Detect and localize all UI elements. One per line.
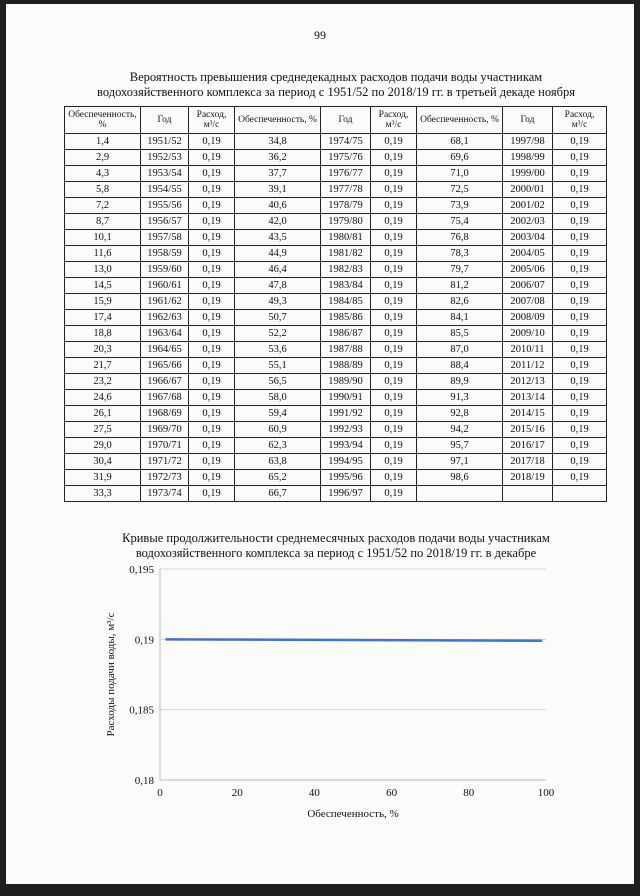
header-year: Год (503, 107, 553, 134)
cell-probability: 23,2 (65, 374, 141, 390)
cell-probability: 10,1 (65, 230, 141, 246)
cell-flow: 0,19 (371, 390, 417, 406)
cell-flow: 0,19 (371, 374, 417, 390)
cell-probability: 27,5 (65, 422, 141, 438)
cell-year: 1965/66 (141, 358, 189, 374)
cell-flow: 0,19 (371, 166, 417, 182)
cell-flow: 0,19 (371, 278, 417, 294)
cell-year: 1984/85 (321, 294, 371, 310)
header-probability: Обеспеченность, % (417, 107, 503, 134)
cell-flow: 0,19 (371, 406, 417, 422)
cell-year: 1957/58 (141, 230, 189, 246)
header-year: Год (141, 107, 189, 134)
x-axis-label: Обеспеченность, % (307, 808, 399, 820)
cell-probability: 73,9 (417, 198, 503, 214)
cell-flow: 0,19 (553, 438, 607, 454)
cell-year: 1980/81 (321, 230, 371, 246)
cell-flow: 0,19 (371, 310, 417, 326)
cell-flow: 0,19 (189, 294, 235, 310)
cell-flow: 0,19 (189, 198, 235, 214)
header-flow-text: Расход, (196, 110, 227, 120)
cell-year: 2000/01 (503, 182, 553, 198)
cell-probability: 2,9 (65, 150, 141, 166)
cell-year: 1976/77 (321, 166, 371, 182)
cell-probability: 53,6 (235, 342, 321, 358)
cell-flow: 0,19 (553, 422, 607, 438)
cell-flow: 0,19 (189, 358, 235, 374)
cell-probability: 37,7 (235, 166, 321, 182)
cell-flow: 0,19 (189, 486, 235, 502)
cell-flow: 0,19 (371, 438, 417, 454)
cell-flow: 0,19 (553, 374, 607, 390)
header-probability: Обеспеченность, % (235, 107, 321, 134)
header-flow-unit: м³/с (385, 120, 402, 130)
cell-year: 2017/18 (503, 454, 553, 470)
cell-flow: 0,19 (553, 182, 607, 198)
cell-year: 2006/07 (503, 278, 553, 294)
header-flow-text: Расход, (564, 110, 595, 120)
cell-probability: 59,4 (235, 406, 321, 422)
cell-year: 1962/63 (141, 310, 189, 326)
x-tick-label: 80 (463, 787, 475, 799)
cell-probability: 30,4 (65, 454, 141, 470)
cell-probability: 44,9 (235, 246, 321, 262)
cell-flow: 0,19 (189, 470, 235, 486)
table-title-line2: водохозяйственного комплекса за период с 1951/52 по 2018/19 гг. в третьей декаде ноября (97, 85, 575, 99)
cell-year: 2016/17 (503, 438, 553, 454)
cell-year: 2011/12 (503, 358, 553, 374)
cell-year: 1990/91 (321, 390, 371, 406)
cell-flow: 0,19 (189, 406, 235, 422)
cell-year: 2015/16 (503, 422, 553, 438)
cell-year: 1959/60 (141, 262, 189, 278)
cell-flow: 0,19 (189, 390, 235, 406)
cell-flow: 0,19 (371, 198, 417, 214)
cell-flow: 0,19 (189, 182, 235, 198)
cell-year: 1963/64 (141, 326, 189, 342)
cell-probability: 34,8 (235, 134, 321, 150)
cell-year: 2010/11 (503, 342, 553, 358)
cell-probability: 42,0 (235, 214, 321, 230)
cell-year: 1966/67 (141, 374, 189, 390)
cell-year: 1969/70 (141, 422, 189, 438)
cell-year: 2018/19 (503, 470, 553, 486)
chart-title-line1: Кривые продолжительности среднемесячных расходов подачи воды участникам (122, 531, 550, 545)
header-flow-unit: м³/с (203, 120, 220, 130)
cell-year: 1955/56 (141, 198, 189, 214)
cell-flow: 0,19 (189, 342, 235, 358)
cell-probability: 92,8 (417, 406, 503, 422)
cell-probability: 31,9 (65, 470, 141, 486)
cell-year: 1967/68 (141, 390, 189, 406)
cell-flow: 0,19 (371, 358, 417, 374)
cell-probability: 21,7 (65, 358, 141, 374)
cell-flow: 0,19 (189, 150, 235, 166)
page-number: 99 (314, 28, 326, 42)
cell-probability: 33,3 (65, 486, 141, 502)
x-tick-label: 0 (157, 787, 163, 799)
cell-probability: 11,6 (65, 246, 141, 262)
cell-year: 1981/82 (321, 246, 371, 262)
cell-year: 1953/54 (141, 166, 189, 182)
cell-year: 2008/09 (503, 310, 553, 326)
cell-year: 1987/88 (321, 342, 371, 358)
cell-flow: 0,19 (553, 150, 607, 166)
cell-year: 1952/53 (141, 150, 189, 166)
cell-flow: 0,19 (553, 262, 607, 278)
cell-flow: 0,19 (189, 134, 235, 150)
table-title-line1: Вероятность превышения среднедекадных расходов подачи воды участникам (129, 70, 543, 84)
cell-probability: 14,5 (65, 278, 141, 294)
cell-flow: 0,19 (371, 262, 417, 278)
cell-year: 1954/55 (141, 182, 189, 198)
cell-probability: 63,8 (235, 454, 321, 470)
cell-probability: 55,1 (235, 358, 321, 374)
cell-flow: 0,19 (371, 486, 417, 502)
cell-probability: 85,5 (417, 326, 503, 342)
cell-probability: 7,2 (65, 198, 141, 214)
cell-probability: 26,1 (65, 406, 141, 422)
cell-year: 2007/08 (503, 294, 553, 310)
cell-probability: 72,5 (417, 182, 503, 198)
cell-year: 1979/80 (321, 214, 371, 230)
cell-flow: 0,19 (553, 358, 607, 374)
x-tick-label: 60 (386, 787, 398, 799)
cell-year: 1986/87 (321, 326, 371, 342)
cell-year: 1993/94 (321, 438, 371, 454)
cell-year: 1961/62 (141, 294, 189, 310)
cell-year: 1982/83 (321, 262, 371, 278)
cell-probability: 82,6 (417, 294, 503, 310)
cell-year: 1974/75 (321, 134, 371, 150)
header-flow-unit: м³/с (571, 120, 588, 130)
cell-flow: 0,19 (189, 246, 235, 262)
cell-year: 1989/90 (321, 374, 371, 390)
chart-title-line2: водохозяйственного комплекса за период с 1951/52 по 2018/19 гг. в декабре (135, 546, 537, 560)
cell-probability: 60,9 (235, 422, 321, 438)
y-tick-label: 0,185 (129, 704, 154, 717)
cell-year: 1960/61 (141, 278, 189, 294)
cell-year: 1970/71 (141, 438, 189, 454)
cell-probability: 39,1 (235, 182, 321, 198)
cell-probability: 65,2 (235, 470, 321, 486)
cell-year: 1968/69 (141, 406, 189, 422)
cell-probability: 40,6 (235, 198, 321, 214)
cell-flow: 0,19 (189, 374, 235, 390)
cell-year: 1973/74 (141, 486, 189, 502)
cell-probability: 17,4 (65, 310, 141, 326)
header-probability: Обеспеченность, % (65, 107, 141, 134)
cell-flow: 0,19 (553, 214, 607, 230)
cell-flow: 0,19 (371, 454, 417, 470)
cell-probability: 36,2 (235, 150, 321, 166)
x-tick-label: 40 (308, 787, 320, 799)
cell-probability: 5,8 (65, 182, 141, 198)
cell-flow: 0,19 (371, 214, 417, 230)
cell-year: 2004/05 (503, 246, 553, 262)
cell-probability: 88,4 (417, 358, 503, 374)
cell-flow: 0,19 (553, 390, 607, 406)
cell-year: 2013/14 (503, 390, 553, 406)
cell-year: 1988/89 (321, 358, 371, 374)
header-flow-text: Расход, (378, 110, 409, 120)
cell-year: 1956/57 (141, 214, 189, 230)
cell-year: 2009/10 (503, 326, 553, 342)
cell-flow: 0,19 (553, 134, 607, 150)
cell-probability: 24,6 (65, 390, 141, 406)
y-axis-label: Расходы подачи воды, м³/с (105, 612, 117, 737)
cell-probability: 20,3 (65, 342, 141, 358)
cell-probability: 62,3 (235, 438, 321, 454)
cell-year: 1958/59 (141, 246, 189, 262)
cell-probability: 1,4 (65, 134, 141, 150)
cell-probability: 8,7 (65, 214, 141, 230)
y-tick-label: 0,195 (129, 564, 154, 576)
cell-year: 1998/99 (503, 150, 553, 166)
cell-probability: 13,0 (65, 262, 141, 278)
cell-probability: 94,2 (417, 422, 503, 438)
cell-year: 1999/00 (503, 166, 553, 182)
duration-curve-chart (6, 4, 634, 884)
cell-flow: 0,19 (553, 294, 607, 310)
x-tick-label: 100 (537, 787, 555, 799)
cell-year: 2001/02 (503, 198, 553, 214)
cell-year: 1983/84 (321, 278, 371, 294)
cell-probability: 76,8 (417, 230, 503, 246)
cell-flow: 0,19 (189, 454, 235, 470)
cell-probability: 49,3 (235, 294, 321, 310)
cell-flow: 0,19 (189, 262, 235, 278)
cell-probability: 4,3 (65, 166, 141, 182)
cell-year: 2003/04 (503, 230, 553, 246)
cell-flow: 0,19 (189, 438, 235, 454)
cell-flow: 0,19 (553, 470, 607, 486)
cell-year: 1994/95 (321, 454, 371, 470)
document-page (6, 4, 634, 884)
cell-probability: 84,1 (417, 310, 503, 326)
cell-probability: 68,1 (417, 134, 503, 150)
cell-probability: 50,7 (235, 310, 321, 326)
cell-flow: 0,19 (371, 422, 417, 438)
y-tick-label: 0,19 (134, 634, 154, 647)
cell-probability: 71,0 (417, 166, 503, 182)
cell-flow: 0,19 (371, 182, 417, 198)
cell-flow: 0,19 (371, 230, 417, 246)
cell-year: 1951/52 (141, 134, 189, 150)
cell-flow: 0,19 (189, 166, 235, 182)
cell-flow: 0,19 (189, 310, 235, 326)
cell-flow: 0,19 (189, 278, 235, 294)
cell-flow: 0,19 (371, 150, 417, 166)
cell-year: 1978/79 (321, 198, 371, 214)
cell-probability: 66,7 (235, 486, 321, 502)
cell-year: 2002/03 (503, 214, 553, 230)
cell-year: 1992/93 (321, 422, 371, 438)
cell-probability: 29,0 (65, 438, 141, 454)
cell-flow: 0,19 (553, 246, 607, 262)
cell-flow: 0,19 (371, 294, 417, 310)
series-line (165, 639, 542, 640)
cell-probability: 97,1 (417, 454, 503, 470)
cell-flow: 0,19 (553, 406, 607, 422)
cell-year: 1972/73 (141, 470, 189, 486)
cell-probability: 89,9 (417, 374, 503, 390)
cell-year: 1997/98 (503, 134, 553, 150)
cell-probability: 78,3 (417, 246, 503, 262)
cell-probability: 18,8 (65, 326, 141, 342)
cell-probability: 43,5 (235, 230, 321, 246)
cell-year: 1996/97 (321, 486, 371, 502)
cell-year: 1991/92 (321, 406, 371, 422)
cell-flow: 0,19 (553, 230, 607, 246)
cell-year: 1971/72 (141, 454, 189, 470)
cell-year: 2005/06 (503, 262, 553, 278)
cell-flow: 0,19 (371, 470, 417, 486)
cell-probability: 56,5 (235, 374, 321, 390)
cell-probability: 87,0 (417, 342, 503, 358)
cell-flow: 0,19 (371, 342, 417, 358)
cell-probability: 95,7 (417, 438, 503, 454)
cell-probability: 15,9 (65, 294, 141, 310)
cell-flow: 0,19 (371, 246, 417, 262)
cell-probability: 47,8 (235, 278, 321, 294)
cell-year: 1995/96 (321, 470, 371, 486)
cell-year: 1975/76 (321, 150, 371, 166)
cell-flow: 0,19 (371, 134, 417, 150)
cell-flow: 0,19 (553, 310, 607, 326)
cell-flow: 0,19 (189, 230, 235, 246)
cell-flow: 0,19 (553, 198, 607, 214)
x-tick-label: 20 (231, 787, 243, 799)
cell-probability: 91,3 (417, 390, 503, 406)
cell-flow: 0,19 (371, 326, 417, 342)
cell-probability: 81,2 (417, 278, 503, 294)
cell-year: 1985/86 (321, 310, 371, 326)
cell-flow: 0,19 (189, 422, 235, 438)
cell-flow: 0,19 (553, 454, 607, 470)
cell-probability: 75,4 (417, 214, 503, 230)
cell-probability: 98,6 (417, 470, 503, 486)
cell-year: 1964/65 (141, 342, 189, 358)
cell-probability: 52,2 (235, 326, 321, 342)
cell-year: 1977/78 (321, 182, 371, 198)
cell-flow: 0,19 (553, 342, 607, 358)
cell-year: 2014/15 (503, 406, 553, 422)
cell-flow: 0,19 (553, 278, 607, 294)
y-tick-label: 0,18 (134, 775, 154, 787)
header-year: Год (321, 107, 371, 134)
cell-flow: 0,19 (553, 326, 607, 342)
cell-probability: 79,7 (417, 262, 503, 278)
cell-year: 2012/13 (503, 374, 553, 390)
cell-flow: 0,19 (189, 214, 235, 230)
cell-probability: 69,6 (417, 150, 503, 166)
cell-probability: 58,0 (235, 390, 321, 406)
cell-flow: 0,19 (553, 166, 607, 182)
cell-probability: 46,4 (235, 262, 321, 278)
cell-flow: 0,19 (189, 326, 235, 342)
